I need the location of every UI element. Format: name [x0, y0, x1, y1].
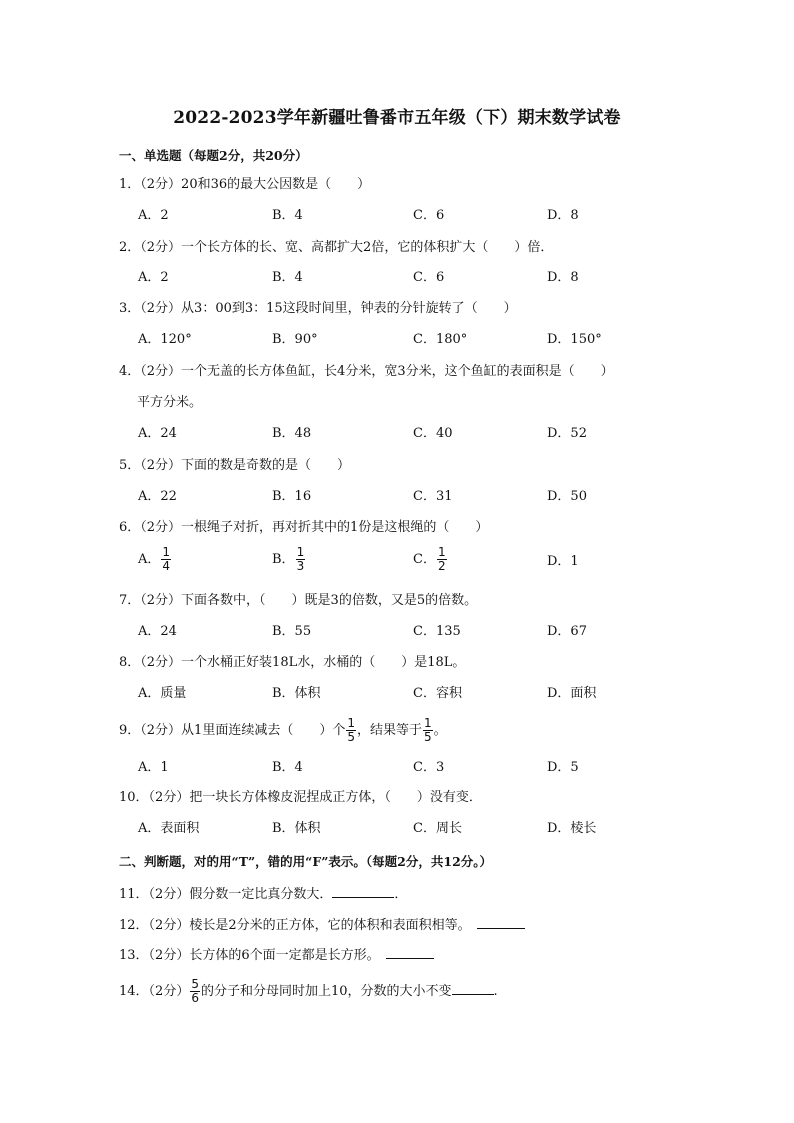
- option-d: D．67: [547, 624, 587, 639]
- question-1-options: [138, 208, 698, 226]
- question-9-options: [138, 760, 698, 778]
- option-c: C．6: [413, 270, 445, 285]
- option-b: B．4: [272, 760, 303, 775]
- option-c: C．周长: [413, 821, 462, 836]
- question-13: 13．（2分）长方体的6个面一定都是长方形。: [119, 946, 434, 964]
- fraction: $\frac{1}{5}$: [347, 716, 355, 744]
- option-a: A．2: [138, 208, 169, 223]
- question-4: [119, 364, 614, 411]
- section-true-false-heading: 二、判断题，对的用“T”，错的用“F”表示。（每题2分，共12分。）: [119, 854, 493, 869]
- option-d: D．5: [547, 760, 579, 775]
- option-c: C．135: [413, 624, 461, 639]
- answer-blank[interactable]: [332, 885, 394, 898]
- question-6-options: [138, 546, 698, 576]
- option-d: D．8: [547, 270, 579, 285]
- question-3: 3．（2分）从3：00到3：15这段时间里，钟表的分针旋转了（ ）: [119, 301, 517, 316]
- answer-blank[interactable]: [386, 946, 434, 959]
- option-b: B．4: [272, 208, 303, 223]
- option-b: B．体积: [272, 821, 321, 836]
- option-c: C．3: [413, 760, 445, 775]
- answer-blank[interactable]: [477, 916, 525, 929]
- option-a: A．22: [138, 489, 177, 504]
- question-4-line1: 4．（2分）一个无盖的长方体鱼缸，长4分米，宽3分米，这个鱼缸的表面积是（ ）: [119, 364, 614, 379]
- option-a: A．24: [138, 426, 177, 441]
- question-1: 1．（2分）20和36的最大公因数是（ ）: [119, 177, 371, 192]
- question-11: 11．（2分）假分数一定比真分数大． ．: [119, 887, 408, 902]
- fraction: $\frac{1}{4}$: [162, 545, 171, 573]
- option-d: D．棱长: [547, 821, 597, 836]
- option-d: D．52: [547, 426, 587, 441]
- question-4-line2: 平方分米。: [137, 395, 203, 410]
- option-d: D．面积: [547, 686, 597, 701]
- option-b: B． $\frac{1}{3}$: [272, 545, 305, 573]
- question-2-options: [138, 270, 698, 288]
- option-c: C．容积: [413, 686, 462, 701]
- question-4-options: [138, 426, 698, 444]
- option-a: A．120°: [138, 332, 192, 347]
- option-b: B．体积: [272, 686, 321, 701]
- question-10-options: [138, 821, 698, 839]
- answer-blank[interactable]: [452, 982, 494, 995]
- option-c: C．40: [413, 426, 453, 441]
- option-c: C． $\frac{1}{2}$: [413, 545, 446, 573]
- question-10: 10．（2分）把一块长方体橡皮泥捏成正方体，（ ）没有变．: [119, 790, 482, 805]
- option-b: B．16: [272, 489, 312, 504]
- option-a: A．表面积: [138, 821, 200, 836]
- option-d: D．150°: [547, 332, 602, 347]
- question-7: 7．（2分）下面各数中，（ ）既是3的倍数，又是5的倍数。: [119, 593, 478, 608]
- fraction: $\frac{1}{2}$: [437, 545, 446, 573]
- fraction: $\frac{5}{6}$: [191, 977, 199, 1005]
- fraction: $\frac{1}{5}$: [423, 716, 432, 744]
- section-single-choice-heading: 一、单选题（每题2分，共20分）: [119, 148, 308, 163]
- option-b: B．90°: [272, 332, 318, 347]
- question-2: 2．（2分）一个长方体的长、宽、高都扩大2倍，它的体积扩大（ ）倍．: [119, 240, 554, 255]
- option-a: A．1: [138, 760, 169, 775]
- question-8-options: [138, 686, 698, 704]
- fraction: $\frac{1}{3}$: [296, 545, 305, 573]
- option-d: D．1: [547, 554, 579, 569]
- question-7-options: [138, 624, 698, 642]
- option-b: B．4: [272, 270, 303, 285]
- option-c: C．6: [413, 208, 445, 223]
- option-c: C．31: [413, 489, 453, 504]
- option-b: B．48: [272, 426, 312, 441]
- option-a: A．质量: [138, 686, 187, 701]
- question-12: 12．（2分）棱长是2分米的正方体，它的体积和表面积相等。: [119, 916, 525, 934]
- option-b: B．55: [272, 624, 312, 639]
- option-a: A． $\frac{1}{4}$: [138, 545, 171, 573]
- question-9: 9．（2分）从1里面连续减去（ ）个 $\frac{1}{5}$ ，结果等于 $\frac{1}{5}$ 。: [119, 716, 447, 744]
- question-14: 14．（2分） $\frac{5}{6}$ 的分子和分母同时加上10，分数的大小不变 .: [119, 977, 498, 1005]
- option-a: A．2: [138, 270, 169, 285]
- question-5: 5．（2分）下面的数是奇数的是（ ）: [119, 458, 351, 473]
- question-5-options: [138, 489, 698, 507]
- question-3-options: [138, 332, 698, 350]
- exam-title: 2022-2023学年新疆吐鲁番市五年级（下）期末数学试卷: [173, 108, 621, 128]
- option-a: A．24: [138, 624, 177, 639]
- option-c: C．180°: [413, 332, 468, 347]
- question-8: 8．（2分）一个水桶正好装18L水，水桶的（ ）是18L。: [119, 655, 466, 670]
- option-d: D．8: [547, 208, 579, 223]
- question-6: 6．（2分）一根绳子对折，再对折其中的1份是这根绳的（ ）: [119, 520, 489, 535]
- option-d: D．50: [547, 489, 587, 504]
